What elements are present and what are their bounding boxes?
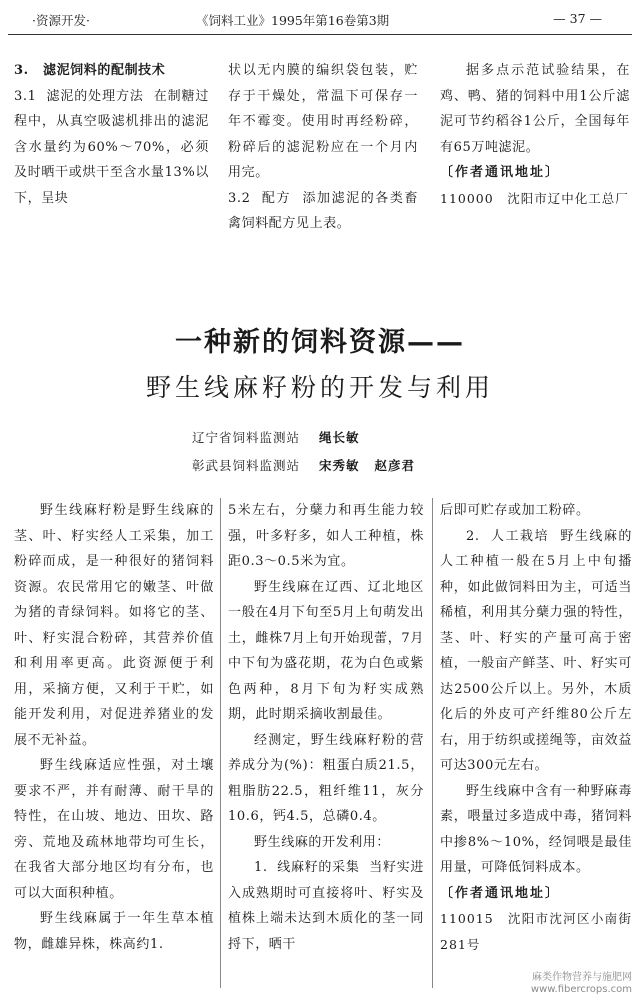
author-name: 赵彦君: [374, 458, 416, 473]
subsection-3-2-body: 添加滤泥的各类畜禽饲料配方见上表。: [228, 190, 419, 231]
paragraph: 5米左右，分蘖力和再生能力较强，叶多籽多，如人工种植，株距0.3～0.5米为宜。: [228, 503, 424, 569]
article-subtitle: 野生线麻籽粉的开发与利用: [145, 373, 494, 402]
author-line-1: [192, 428, 370, 446]
author-line-2: [192, 456, 425, 474]
author-name: 绳长敏: [319, 430, 360, 445]
section-label: ·资源开发·: [32, 13, 90, 28]
top-column-2: [228, 58, 418, 237]
author-organization: 彰武县饲料监测站: [192, 458, 301, 473]
top-column-1: [14, 58, 209, 211]
page-header: [8, 8, 632, 30]
paragraph: 野生线麻属于一年生草本植物，雌雄异株，株高约1.: [14, 911, 214, 952]
paragraph: 经测定，野生线麻籽粉的营养成分为(%)：粗蛋白质21.5，粗脂肪22.5，粗纤维11，灰分10.6，钙4.5，总磷0.4。: [228, 732, 424, 824]
item-1-heading: 线麻籽的采集: [277, 860, 360, 875]
item-2-heading: 人工栽培: [490, 528, 549, 544]
body-column-3: [440, 498, 632, 957]
paragraph: 野生线麻在辽西、辽北地区一般在4月下旬至5月上旬萌发出土，雌株7月上旬开始现蕾，7月中下旬为盛花期，花为白色或紫色两种，8月下旬为籽实成熟期，此时期采摘收割最佳。: [228, 579, 424, 722]
author-address-label: 〔作者通讯地址〕: [440, 885, 561, 901]
article-title: 一种新的饲料资源——: [175, 327, 465, 358]
header-rule: [8, 34, 632, 35]
section-heading: 野生线麻的开发利用：: [254, 834, 391, 850]
item-2-number: 2.: [466, 528, 480, 544]
author-address: 110000 沈阳市辽中化工总厂: [440, 190, 629, 206]
watermark-line-2: www.fibercrops.com: [530, 984, 632, 995]
paragraph: 野生线麻适应性强，对土壤要求不严，并有耐薄、耐干旱的特性，在山坡、地边、田坎、路旁、荒地及疏林地带均可生长，在我省大部分地区均有分布，也可以大面积种植。: [14, 758, 214, 901]
paragraph: 后即可贮存或加工粉碎。: [440, 503, 590, 518]
author-name: 宋秀敏: [319, 458, 360, 473]
subsection-3-2-heading: 配方: [261, 190, 292, 206]
author-organization: 辽宁省饲料监测站: [192, 430, 301, 445]
column-divider: [220, 498, 221, 988]
page-number: — 37 —: [553, 11, 602, 26]
site-watermark: [531, 972, 632, 996]
top-column-3: [440, 58, 630, 211]
body-column-1: [14, 498, 214, 957]
subsection-3-1-number: 3.1: [14, 88, 37, 104]
subsection-3-1-body: 在制糖过程中，从真空吸滤机排出的滤泥含水量约为60%～70%，必须及时晒干或烘干至含水量13%以下，呈块: [14, 88, 210, 206]
column-divider: [432, 498, 433, 988]
section-3-number: 3.: [14, 63, 29, 78]
paragraph: 状以无内膜的编织袋包装，贮存于干燥处，常温下可保存一年不霉变。使用时再经粉碎，粉碎后的滤泥粉应在一个月内用完。: [228, 63, 418, 180]
subsection-3-1-heading: 滤泥的处理方法: [46, 88, 144, 104]
paragraph: 据多点示范试验结果，在鸡、鸭、猪的饲料中用1公斤滤泥可节约稻谷1公斤，全国每年有65万吨滤泥。: [440, 63, 630, 155]
item-1-body: 当籽实进入成熟期时可直接将叶、籽实及植株上端未达到木质化的茎一同捋下，晒干: [228, 860, 424, 952]
body-column-2: [228, 498, 424, 957]
section-3-heading: 滤泥饲料的配制技术: [42, 63, 166, 78]
watermark-line-1: 麻类作物营养与施肥网: [532, 972, 632, 983]
paragraph: 野生线麻中含有一种野麻毒素，喂量过多造成中毒，猪饲料中掺8%～10%，经饲喂是最佳用量，可降低饲料成本。: [440, 783, 632, 875]
paragraph: 野生线麻籽粉是野生线麻的茎、叶、籽实经人工采集，加工粉碎而成，是一种很好的猪饲料资源。农民常用它的嫩茎、叶做为猪的青绿饲料。如将它的茎、叶、籽实混合粉碎，其营养价值和利用率更高。此资源便于利用，采摘方便，又利于干贮，如能开发利用，对促进养猪业的发展不无补益。: [14, 503, 214, 748]
author-address-label: 〔作者通讯地址〕: [440, 165, 561, 180]
journal-citation: 《饲料工业》1995年第16卷第3期: [196, 13, 390, 28]
item-1-number: 1.: [254, 860, 268, 875]
subsection-3-2-number: 3.2: [228, 190, 251, 206]
author-address: 110015 沈阳市沈河区小南街281号: [440, 911, 632, 952]
item-2-body: 野生线麻的人工种植一般在5月上中旬播种，如此做饲料田为主，可适当稀植，利用其分蘖力强的特性，茎、叶、籽实的产量可高于密植，一般亩产鲜茎、叶、籽实可达2500公斤以上。另外，木质化后的外皮可产纤维80公斤左右，用于纺织或搓绳等，亩效益可达300元左右。: [440, 528, 632, 773]
